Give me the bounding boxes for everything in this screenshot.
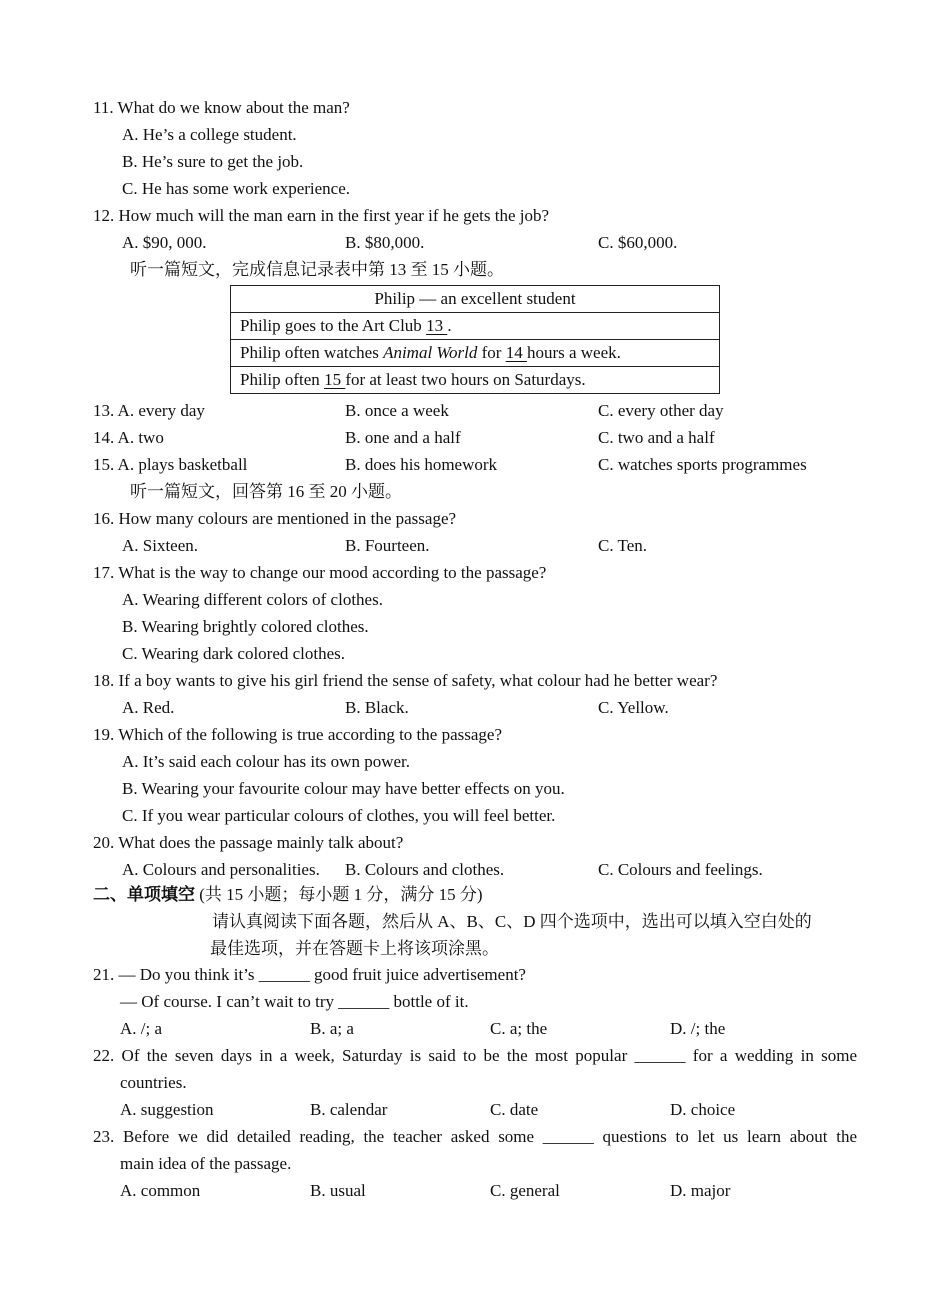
- q23-option-c: C. general: [490, 1181, 560, 1200]
- blank-13: 13: [426, 316, 448, 335]
- q22-line2: countries.: [120, 1073, 187, 1092]
- q21-option-c: C. a; the: [490, 1019, 548, 1038]
- q12-option-b: B. $80,000.: [345, 233, 425, 252]
- q22-option-b: B. calendar: [310, 1100, 388, 1119]
- section-2-instruction-line2: 最佳选项，并在答题卡上将该项涂黑。: [210, 939, 499, 958]
- q13-option-c: C. every other day: [598, 401, 724, 420]
- blank-14: 14: [505, 343, 527, 362]
- q12-stem: 12. How much will the man earn in the first year if he gets the job?: [93, 206, 550, 225]
- q22-option-c: C. date: [490, 1100, 539, 1119]
- q21-line1: 21. — Do you think it’s ______ good fruit juice advertisement?: [93, 965, 526, 984]
- q20-option-c: C. Colours and feelings.: [598, 860, 763, 879]
- q15-option-c: C. watches sports programmes: [598, 455, 807, 474]
- q19-option-b: B. Wearing your favourite colour may have better effects on you.: [122, 779, 565, 798]
- q20-option-b: B. Colours and clothes.: [345, 860, 505, 879]
- q16-option-b: B. Fourteen.: [345, 536, 430, 555]
- q16-option-c: C. Ten.: [598, 536, 648, 555]
- section-2-note: (共 15 小题；每小题 1 分，满分 15 分): [195, 885, 483, 904]
- q13-option-b: B. once a week: [345, 401, 449, 420]
- section-2-title: 二、单项填空: [93, 885, 195, 904]
- q18-option-c: C. Yellow.: [598, 698, 669, 717]
- q11-stem: 11. What do we know about the man?: [93, 98, 350, 117]
- table-row-14: Philip often watches Animal World for 14 hours a week.: [231, 340, 720, 367]
- q17-option-b: B. Wearing brightly colored clothes.: [122, 617, 369, 636]
- q11-option-c: C. He has some work experience.: [122, 179, 351, 198]
- q22-option-a: A. suggestion: [120, 1100, 214, 1119]
- q22-option-d: D. choice: [670, 1100, 736, 1119]
- table-row-15: Philip often 15 for at least two hours on Saturdays.: [231, 367, 720, 394]
- q14-option-b: B. one and a half: [345, 428, 461, 447]
- q14-option-c: C. two and a half: [598, 428, 715, 447]
- instruction-16-20: 听一篇短文，回答第 16 至 20 小题。: [130, 482, 402, 501]
- q11-option-b: B. He’s sure to get the job.: [122, 152, 304, 171]
- table-title: Philip — an excellent student: [231, 286, 720, 313]
- q11-option-a: A. He’s a college student.: [122, 125, 297, 144]
- q17-stem: 17. What is the way to change our mood according to the passage?: [93, 563, 547, 582]
- q15-option-a: 15. A. plays basketball: [93, 455, 248, 474]
- q19-stem: 19. Which of the following is true according to the passage?: [93, 725, 502, 744]
- q20-option-a: A. Colours and personalities.: [122, 860, 320, 879]
- instruction-13-15: 听一篇短文，完成信息记录表中第 13 至 15 小题。: [130, 260, 504, 279]
- q23-line1: 23. Before we did detailed reading, the teacher asked some ______ questions to let us learn about the: [93, 1127, 857, 1146]
- q23-option-b: B. usual: [310, 1181, 366, 1200]
- q23-option-a: A. common: [120, 1181, 201, 1200]
- section-2-instruction-line1: 请认真阅读下面各题，然后从 A、B、C、D 四个选项中，选出可以填入空白处的: [212, 912, 812, 931]
- q14-option-a: 14. A. two: [93, 428, 164, 447]
- q23-option-d: D. major: [670, 1181, 731, 1200]
- section-2-heading: [93, 881, 483, 908]
- q12-option-a: A. $90, 000.: [122, 233, 207, 252]
- q12-option-c: C. $60,000.: [598, 233, 678, 252]
- info-record-table: [230, 285, 720, 394]
- q18-option-a: A. Red.: [122, 698, 175, 717]
- q21-option-a: A. /; a: [120, 1019, 163, 1038]
- q18-stem: 18. If a boy wants to give his girl friend the sense of safety, what colour had he better wear?: [93, 671, 718, 690]
- q21-option-b: B. a; a: [310, 1019, 354, 1038]
- table-row-13: Philip goes to the Art Club 13 .: [231, 313, 720, 340]
- q21-option-d: D. /; the: [670, 1019, 726, 1038]
- q15-option-b: B. does his homework: [345, 455, 498, 474]
- q21-line2: — Of course. I can’t wait to try ______ bottle of it.: [120, 992, 469, 1011]
- q13-option-a: 13. A. every day: [93, 401, 205, 420]
- q17-option-c: C. Wearing dark colored clothes.: [122, 644, 346, 663]
- q17-option-a: A. Wearing different colors of clothes.: [122, 590, 383, 609]
- q16-option-a: A. Sixteen.: [122, 536, 199, 555]
- q22-line1: 22. Of the seven days in a week, Saturday is said to be the most popular ______ for a wedding in some: [93, 1046, 857, 1065]
- q20-stem: 20. What does the passage mainly talk about?: [93, 833, 404, 852]
- blank-15: 15: [324, 370, 346, 389]
- q16-stem: 16. How many colours are mentioned in the passage?: [93, 509, 457, 528]
- q23-line2: main idea of the passage.: [120, 1154, 292, 1173]
- q18-option-b: B. Black.: [345, 698, 409, 717]
- q19-option-c: C. If you wear particular colours of clothes, you will feel better.: [122, 806, 556, 825]
- q19-option-a: A. It’s said each colour has its own power.: [122, 752, 410, 771]
